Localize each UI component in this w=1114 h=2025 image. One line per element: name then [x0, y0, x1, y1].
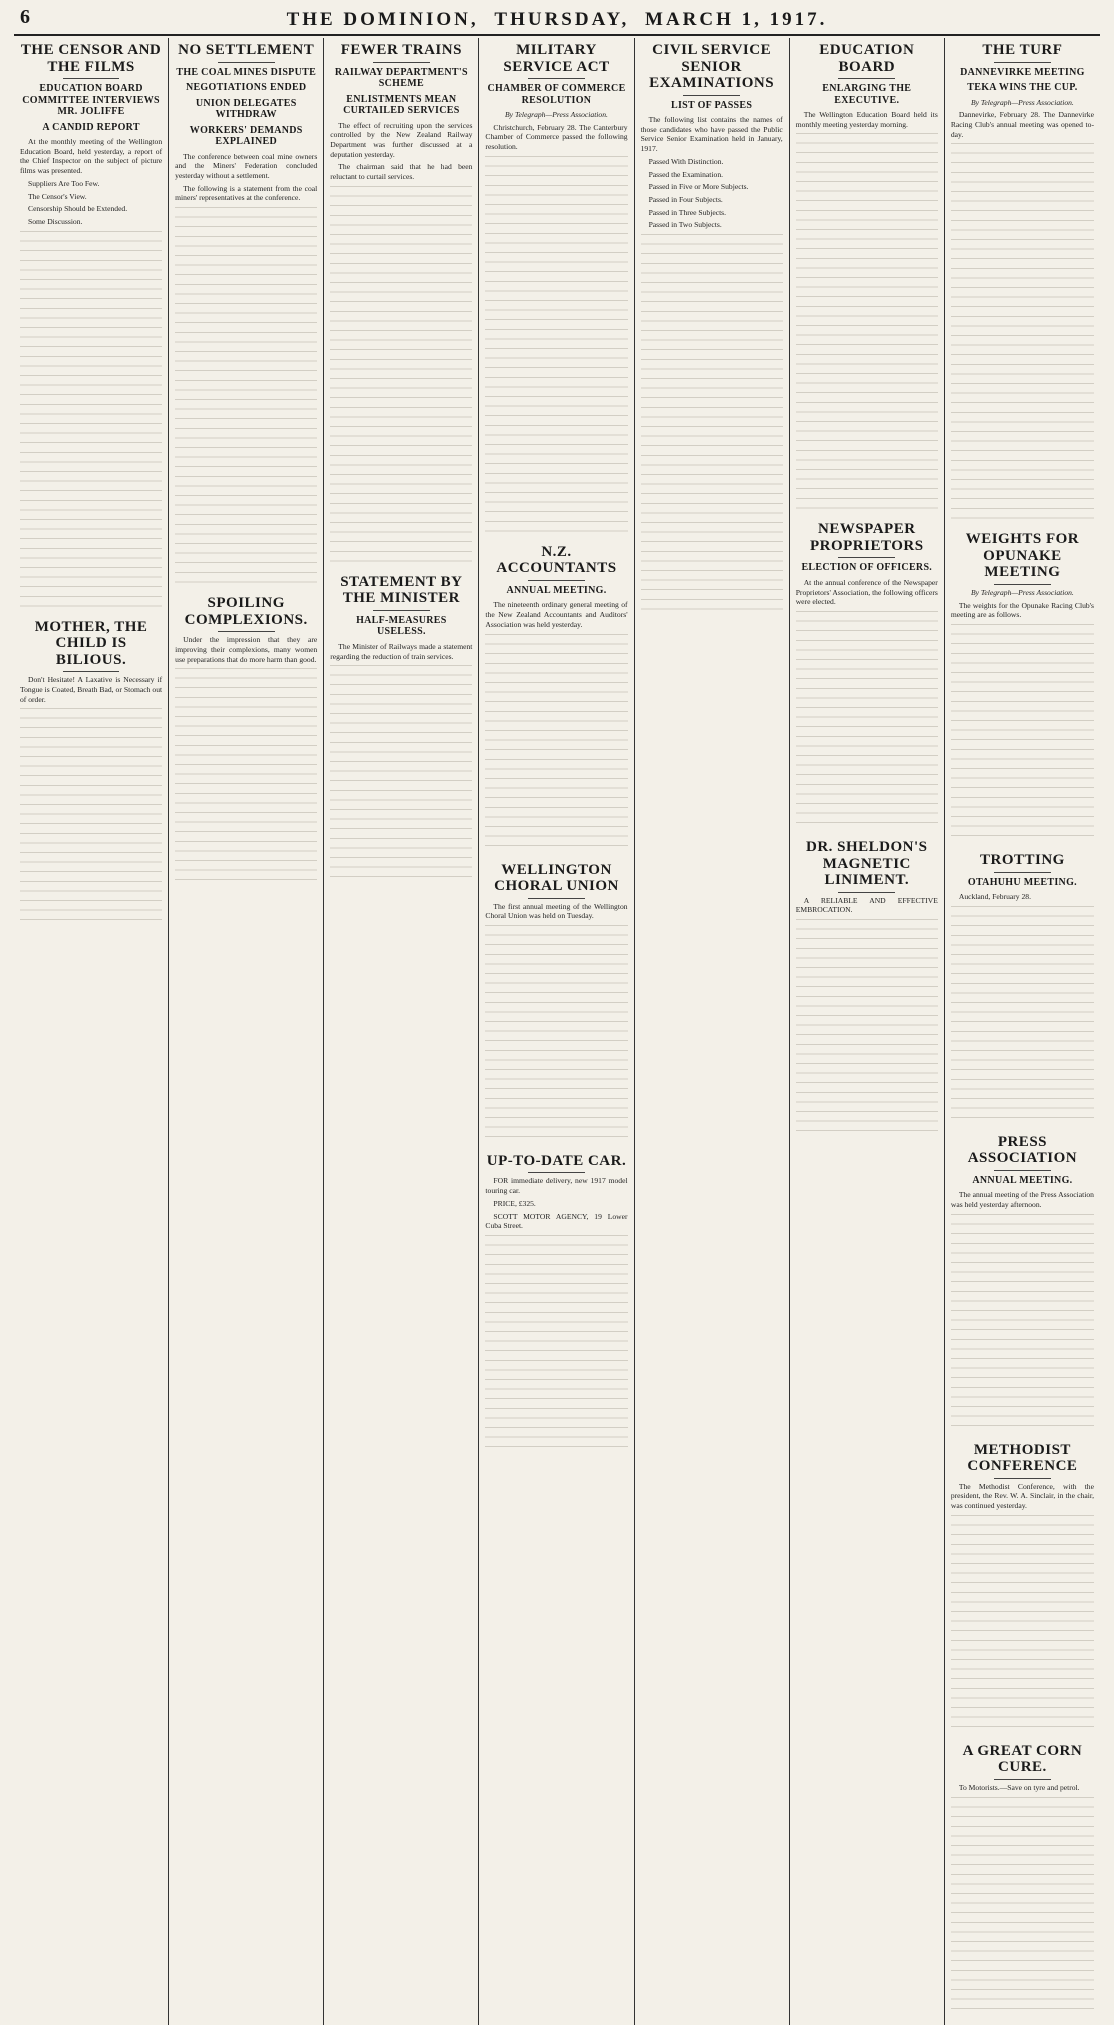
article [951, 1134, 1094, 1434]
article [20, 619, 162, 929]
paper-name: THE DOMINION, [286, 9, 479, 30]
headline: UP-TO-DATE CAR. [486, 1152, 627, 1169]
divider [838, 78, 895, 79]
body-text-lines [485, 156, 627, 536]
paragraph: The following list contains the names of those candidates who have passed the Public Service Senior Examination held in January, 1917. [640, 115, 783, 154]
divider [218, 62, 275, 63]
paragraph: Dannevirke, February 28. The Dannevirke Racing Club's annual meeting was opened to-day. [950, 110, 1094, 139]
headline: N.Z. ACCOUNTANTS [496, 543, 617, 577]
headline: WEIGHTS FOR OPUNAKE MEETING [965, 531, 1080, 581]
divider [994, 1478, 1051, 1479]
divider [838, 557, 895, 558]
subheadline: DANNEVIRKE MEETING [960, 66, 1085, 78]
article [951, 1743, 1094, 2017]
body-text-lines [175, 207, 317, 587]
divider [528, 580, 585, 581]
body-text-lines [175, 668, 317, 888]
divider [994, 872, 1051, 873]
page-number: 6 [20, 6, 30, 28]
article [485, 42, 627, 536]
paragraph: The Methodist Conference, with the president, the Rev. W. A. Sinclair, in the chair, was continued yesterday. [950, 1481, 1094, 1511]
divider [994, 584, 1051, 585]
column-2 [169, 38, 324, 2025]
headline: TROTTING [979, 852, 1065, 869]
article [641, 42, 783, 614]
column-1 [14, 38, 169, 2025]
body-text-lines [796, 919, 938, 1139]
headline: A GREAT CORN CURE. [962, 1742, 1083, 1776]
column-6 [790, 38, 945, 2025]
divider [218, 631, 275, 632]
subheadline: HALF-MEASURES USELESS. [356, 614, 447, 638]
paragraph: Passed in Two Subjects. [648, 220, 722, 230]
paragraph: Passed in Five or More Subjects. [648, 182, 749, 192]
paragraph: At the monthly meeting of the Wellington Education Board, held yesterday, a report of the Chief Inspector on the subject of picture films was presented. [20, 137, 163, 176]
paragraph: The effect of recruiting upon the services controlled by the New Zealand Railway Department was further discussed at a deputation yesterday. [330, 120, 473, 159]
byline: By Telegraph—Press Association. [505, 110, 608, 119]
body-text-lines [951, 906, 1094, 1126]
headline: MOTHER, THE CHILD IS BILIOUS. [34, 618, 148, 668]
body-text-lines [951, 143, 1094, 523]
article [796, 521, 938, 831]
article [175, 42, 317, 587]
paragraph: A RELIABLE AND EFFECTIVE EMBROCATION. [795, 895, 938, 915]
paragraph: Suppliers Are Too Few. [28, 178, 100, 188]
headline: CIVIL SERVICE SENIOR EXAMINATIONS [649, 42, 775, 91]
subheadline: ANNUAL MEETING. [972, 1174, 1073, 1186]
paragraph: Passed in Four Subjects. [648, 195, 723, 205]
divider [994, 62, 1051, 63]
article [951, 531, 1094, 844]
body-text-lines [330, 186, 472, 566]
body-text-lines [951, 1214, 1094, 1434]
subheadline: WORKERS' DEMANDS EXPLAINED [189, 124, 303, 147]
divider [63, 671, 120, 672]
columns [14, 38, 1100, 1792]
divider [528, 1172, 585, 1173]
paragraph: Don't Hesitate! A Laxative is Necessary if Tongue is Coated, Breath Bad, or Stomach out of order. [20, 675, 163, 704]
paragraph: PRICE, £325. [493, 1198, 536, 1208]
subheadline: LIST OF PASSES [670, 99, 753, 111]
column-4 [479, 38, 634, 2025]
article [951, 852, 1094, 1126]
headline: DR. SHELDON'S MAGNETIC LINIMENT. [806, 839, 928, 889]
subheadline: A CANDID REPORT [42, 121, 140, 133]
paragraph: Some Discussion. [28, 217, 83, 227]
headline: NO SETTLEMENT [178, 42, 315, 58]
body-text-lines [485, 925, 627, 1145]
article [485, 1153, 627, 1455]
divider [994, 1779, 1051, 1780]
body-text-lines [485, 634, 627, 854]
body-text-lines [951, 1515, 1094, 1735]
paragraph: The annual meeting of the Press Association was held yesterday afternoon. [950, 1190, 1094, 1209]
article [330, 42, 472, 566]
body-text-lines [796, 133, 938, 513]
paragraph: Under the impression that they are improving their complexions, many women use preparations that do more harm than good. [175, 635, 318, 664]
headline: PRESS ASSOCIATION [967, 1133, 1078, 1167]
subheadline: ENLISTMENTS MEAN CURTAILED SERVICES [343, 93, 460, 116]
divider [373, 610, 430, 611]
masthead [14, 6, 1100, 36]
paragraph: The nineteenth ordinary general meeting of the New Zealand Accountants and Auditors' Association was held yesterday. [485, 600, 628, 629]
divider [63, 78, 120, 79]
paragraph: FOR immediate delivery, new 1917 model touring car. [485, 1176, 628, 1196]
divider [373, 62, 430, 63]
subheadline: ELECTION OF OFFICERS. [801, 562, 933, 574]
divider [528, 898, 585, 899]
article [175, 595, 317, 888]
subheadline: UNION DELEGATES WITHDRAW [195, 97, 297, 120]
article [951, 1442, 1094, 1735]
paragraph: The Minister of Railways made a statement regarding the reduction of train services. [330, 641, 473, 661]
article [485, 862, 627, 1145]
body-text-lines [20, 231, 162, 611]
body-text-lines [485, 1235, 627, 1455]
subheadline: NEGOTIATIONS ENDED [185, 82, 307, 93]
paragraph: Auckland, February 28. [958, 892, 1031, 902]
subheadline: ANNUAL MEETING. [506, 584, 607, 596]
article [20, 42, 162, 611]
paragraph: At the annual conference of the Newspaper Proprietors' Association, the following officers were elected. [795, 577, 938, 607]
article [796, 839, 938, 1139]
column-7 [945, 38, 1100, 2025]
headline: METHODIST CONFERENCE [967, 1441, 1078, 1475]
subheadline: CHAMBER OF COMMERCE RESOLUTION [487, 83, 626, 106]
headline: THE CENSOR AND THE FILMS [20, 42, 162, 75]
masthead-title [283, 9, 832, 31]
article [485, 544, 627, 854]
subheadline: TEKA WINS THE CUP. [967, 82, 1078, 93]
paragraph: The chairman said that he had been reluctant to curtail services. [330, 162, 473, 182]
paragraph: The following is a statement from the coal miners' representatives at the conference. [175, 183, 318, 203]
paragraph: Christchurch, February 28. The Canterbury Chamber of Commerce passed the following resolution. [485, 122, 628, 152]
issue-day: THURSDAY, [494, 9, 630, 30]
headline: MILITARY SERVICE ACT [503, 42, 610, 75]
column-5 [635, 38, 790, 2025]
body-text-lines [20, 708, 162, 928]
body-text-lines [330, 665, 472, 885]
column-3 [324, 38, 479, 2025]
paragraph: To Motorists.—Save on tyre and petrol. [958, 1782, 1080, 1792]
paragraph: The weights for the Opunake Racing Club's meeting are as follows. [950, 600, 1094, 620]
byline: By Telegraph—Press Association. [970, 587, 1074, 597]
article [330, 574, 472, 885]
body-text-lines [951, 624, 1094, 844]
paragraph: The Wellington Education Board held its monthly meeting yesterday morning. [795, 110, 938, 129]
issue-date: MARCH 1, 1917. [645, 9, 828, 30]
article [951, 42, 1094, 523]
body-text-lines [951, 1797, 1094, 2017]
headline: FEWER TRAINS [340, 42, 462, 58]
paragraph: The Censor's View. [28, 191, 87, 201]
headline: SPOILING COMPLEXIONS. [184, 595, 308, 628]
paragraph: The first annual meeting of the Wellington Choral Union was held on Tuesday. [485, 901, 628, 921]
subheadline: THE COAL MINES DISPUTE [176, 66, 317, 78]
subheadline: RAILWAY DEPARTMENT'S SCHEME [334, 66, 468, 89]
divider [994, 1170, 1051, 1171]
subheadline: OTAHUHU MEETING. [967, 876, 1077, 888]
headline: THE TURF [982, 42, 1063, 58]
paragraph: Passed in Three Subjects. [648, 207, 727, 217]
paragraph: SCOTT MOTOR AGENCY, 19 Lower Cuba Street. [485, 1211, 628, 1231]
subheadline: EDUCATION BOARD COMMITTEE INTERVIEWS MR. JOLIFFE [22, 83, 160, 117]
subheadline: ENLARGING THE EXECUTIVE. [822, 83, 912, 106]
headline: EDUCATION BOARD [819, 42, 915, 75]
divider [838, 892, 895, 893]
body-text-lines [796, 611, 938, 831]
headline: NEWSPAPER PROPRIETORS [809, 521, 924, 554]
article [796, 42, 938, 513]
byline: By Telegraph—Press Association. [970, 97, 1074, 107]
paragraph: Censorship Should be Extended. [28, 204, 128, 214]
paragraph: Passed With Distinction. [648, 156, 724, 166]
body-text-lines [641, 234, 783, 614]
headline: STATEMENT BY THE MINISTER [340, 573, 463, 607]
divider [683, 95, 740, 96]
paragraph: Passed the Examination. [648, 169, 724, 179]
headline: WELLINGTON CHORAL UNION [494, 861, 619, 895]
paragraph: The conference between coal mine owners and the Miners' Federation concluded yesterday without a settlement. [175, 151, 318, 180]
divider [528, 78, 585, 79]
